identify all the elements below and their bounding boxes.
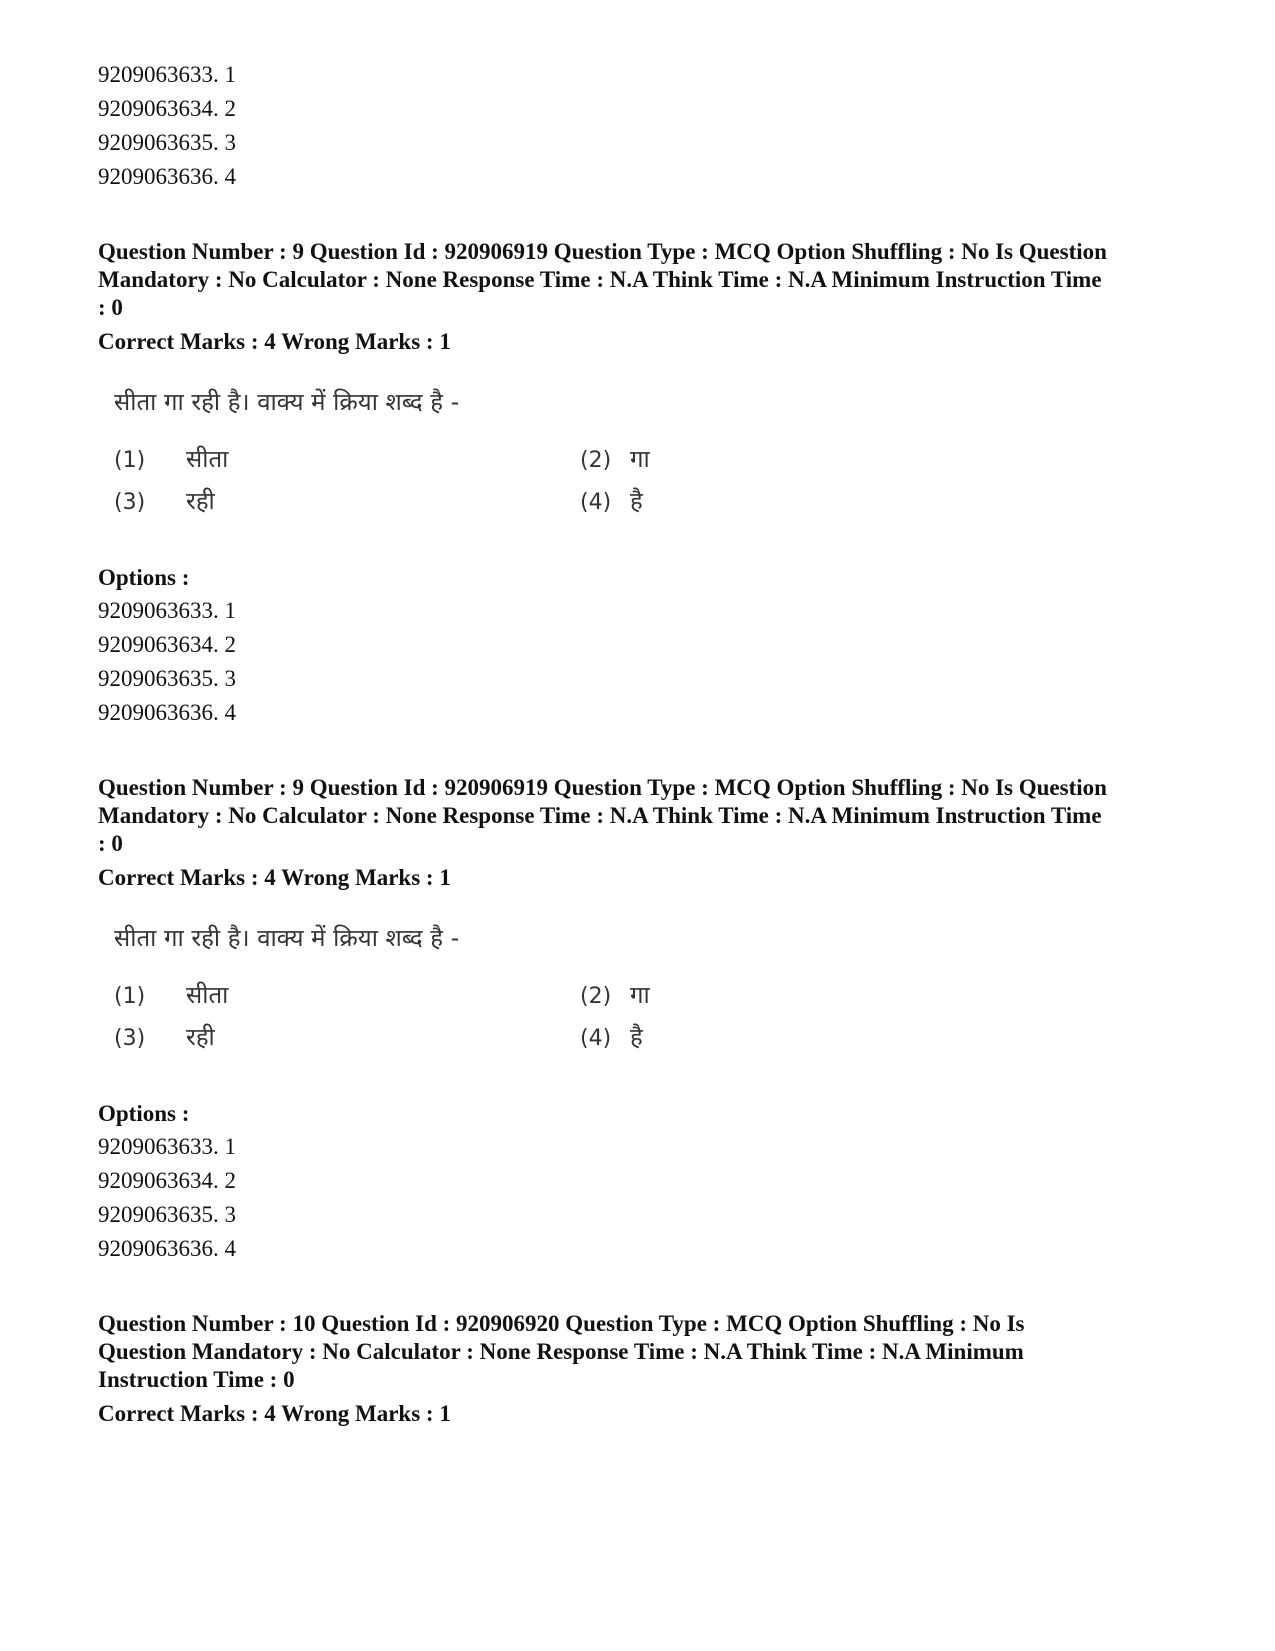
options-list: [98, 594, 1178, 730]
choice-text: गा: [630, 445, 650, 473]
document-page: [98, 58, 1178, 1428]
question-stem: सीता गा रही है। वाक्य में क्रिया शब्द है -: [114, 388, 460, 416]
question-marks: Correct Marks : 4 Wrong Marks : 1: [98, 1401, 451, 1426]
choice-number: (1): [114, 984, 146, 1009]
question-block: [98, 774, 1178, 1266]
choice-number: (1): [114, 448, 146, 473]
question-block: [98, 238, 1178, 730]
question-stem: सीता गा रही है। वाक्य में क्रिया शब्द है -: [114, 924, 460, 952]
option-line: 9209063636. 4: [98, 1236, 236, 1261]
choice-number: (3): [114, 490, 146, 515]
question-meta: Question Number : 9 Question Id : 920906919 Question Type : MCQ Option Shuffling : No Is Question Mandatory : No Calculator : None Response Time : N.A Think Time : N.A Minimum Instruction Time : 0: [98, 775, 1107, 856]
option-line: 9209063635. 3: [98, 666, 236, 691]
question-marks: Correct Marks : 4 Wrong Marks : 1: [98, 329, 451, 354]
question-marks: Correct Marks : 4 Wrong Marks : 1: [98, 865, 451, 890]
options-label: Options :: [98, 1101, 190, 1126]
choice-number: (4): [580, 1026, 612, 1051]
question-block: [98, 1310, 1178, 1428]
choice-number: (2): [580, 448, 612, 473]
options-label: Options :: [98, 565, 190, 590]
option-line: 9209063633. 1: [98, 1134, 236, 1159]
option-line: 9209063633. 1: [98, 598, 236, 623]
option-line: 9209063634. 2: [98, 632, 236, 657]
option-line: 9209063634. 2: [98, 96, 236, 121]
choice-number: (3): [114, 1026, 146, 1051]
choice-number: (4): [580, 490, 612, 515]
option-line: 9209063634. 2: [98, 1168, 236, 1193]
option-line: 9209063635. 3: [98, 1202, 236, 1227]
question-meta: Question Number : 9 Question Id : 920906919 Question Type : MCQ Option Shuffling : No Is Question Mandatory : No Calculator : None Response Time : N.A Think Time : N.A Minimum Instruction Time : 0: [98, 239, 1107, 320]
choice-text: सीता: [186, 445, 229, 473]
options-list: [98, 1130, 1178, 1266]
question-image: [98, 384, 1178, 554]
question-meta: Question Number : 10 Question Id : 920906920 Question Type : MCQ Option Shuffling : No Is Question Mandatory : No Calculator : None Response Time : N.A Think Time : N.A Minimum Instruction Time : 0: [98, 1311, 1025, 1392]
option-line: 9209063636. 4: [98, 164, 236, 189]
choice-text: गा: [630, 981, 650, 1009]
choice-text: है: [630, 487, 643, 515]
choice-text: है: [630, 1023, 643, 1051]
choice-text: सीता: [186, 981, 229, 1009]
option-line: 9209063633. 1: [98, 62, 236, 87]
option-line: 9209063636. 4: [98, 700, 236, 725]
top-options-list: [98, 58, 1178, 194]
option-line: 9209063635. 3: [98, 130, 236, 155]
choice-number: (2): [580, 984, 612, 1009]
choice-text: रही: [186, 1023, 215, 1051]
question-image: [98, 920, 1178, 1090]
choice-text: रही: [186, 487, 215, 515]
